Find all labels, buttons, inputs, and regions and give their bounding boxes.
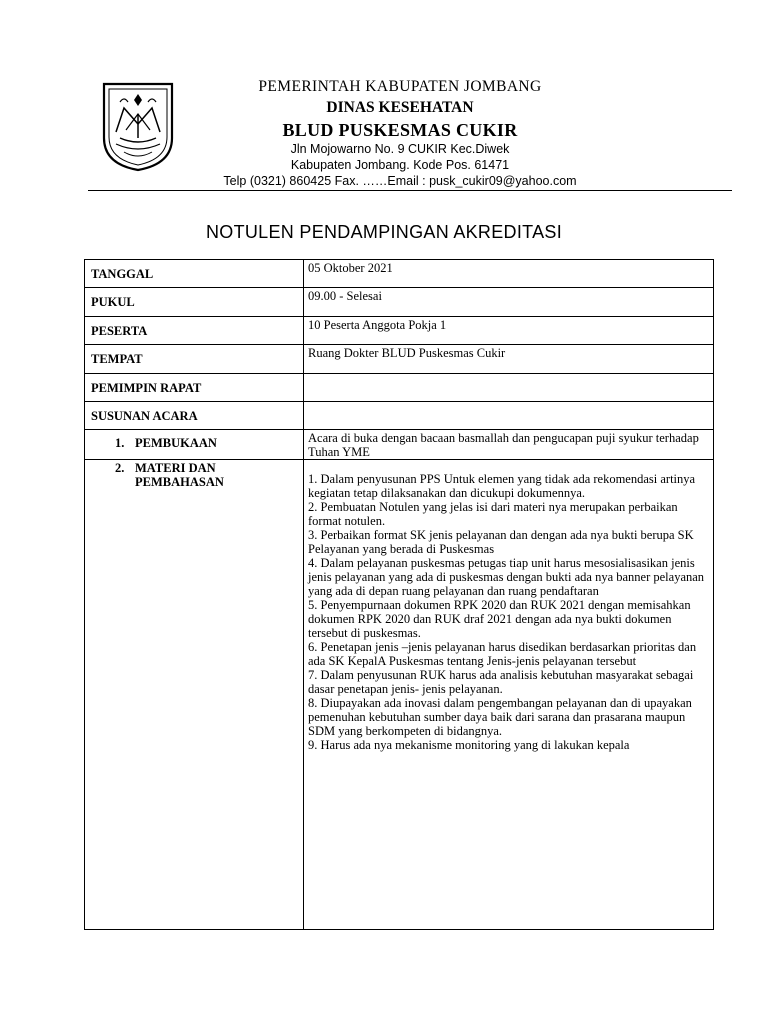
row-label: TEMPAT — [85, 345, 304, 374]
agenda-number: 2. — [115, 461, 125, 475]
agenda-value: Acara di buka dengan bacaan basmallah dan pengucapan puji syukur terhadap Tuhan YME — [304, 430, 714, 460]
table-row-tempat — [85, 345, 714, 374]
row-value: 05 Oktober 2021 — [304, 260, 714, 288]
header-divider — [88, 190, 732, 191]
discussion-point: 1. Dalam penyusunan PPS Untuk elemen yang tidak ada rekomendasi artinya kegiatan tetap dilaksanakan dan dicukupi dokumennya. — [308, 472, 696, 500]
row-value: 09.00 - Selesai — [304, 288, 714, 317]
agenda-number: 1. — [115, 436, 125, 450]
table-row-pembukaan — [85, 430, 714, 460]
discussion-point: 7. Dalam penyusunan RUK harus ada analisis kebutuhan masyarakat sebagai dasar penetapan jenis- jenis pelayanan. — [308, 668, 694, 696]
agenda-title: MATERI DAN PEMBAHASAN — [135, 461, 224, 489]
header-contact-line: Telp (0321) 860425 Fax. ……Email : pusk_cukir09@yahoo.com — [223, 174, 577, 188]
document-title: NOTULEN PENDAMPINGAN AKREDITASI — [205, 222, 563, 242]
discussion-point: 2. Pembuatan Notulen yang jelas isi dari materi nya merupakan perbaikan format notulen. — [308, 500, 678, 528]
discussion-content — [304, 460, 714, 930]
row-value: 10 Peserta Anggota Pokja 1 — [304, 317, 714, 345]
row-label: PUKUL — [85, 288, 304, 317]
row-value — [304, 374, 714, 402]
row-label: SUSUNAN ACARA — [85, 402, 304, 430]
header-institution-line: BLUD PUSKESMAS CUKIR — [282, 120, 518, 140]
table-row-pukul — [85, 288, 714, 317]
discussion-point: 3. Perbaikan format SK jenis pelayanan dan dengan ada nya bukti berupa SK Pelayanan yang berada di Puskesmas — [308, 528, 694, 556]
header-address-line-1: Jln Mojowarno No. 9 CUKIR Kec.Diwek — [290, 142, 510, 156]
header-address-line-2: Kabupaten Jombang. Kode Pos. 61471 — [290, 158, 510, 172]
table-row-susunan-acara — [85, 402, 714, 430]
discussion-point: 8. Diupayakan ada inovasi dalam pengembangan pelayanan dan di upayakan pemenuhan kebutuhan sumber daya baik dari sarana dan prasarana maupun SDM yang berkompeten di bidangnya. — [308, 696, 692, 738]
header-government-line: PEMERINTAH KABUPATEN JOMBANG — [258, 78, 542, 95]
agenda-title: PEMBUKAAN — [135, 436, 217, 450]
table-row-pemimpin-rapat — [85, 374, 714, 402]
table-row-tanggal — [85, 260, 714, 288]
row-value — [304, 402, 714, 430]
discussion-point: 4. Dalam pelayanan puskesmas petugas tiap unit harus mesosialisasikan jenis jenis pelayanan yang ada di puskesmas dengan bukti ada nya banner pelayanan yang ada di depan ruang pelayanan dan ruang pendaftaran — [308, 556, 705, 598]
agenda-label — [85, 460, 304, 930]
discussion-point: 9. Harus ada nya mekanisme monitoring yang di lakukan kepala — [308, 738, 630, 752]
row-label: TANGGAL — [85, 260, 304, 288]
row-label: PEMIMPIN RAPAT — [85, 374, 304, 402]
table-row-materi-pembahasan — [85, 460, 714, 930]
row-label: PESERTA — [85, 317, 304, 345]
header-department-line: DINAS KESEHATAN — [326, 99, 474, 116]
minutes-table — [84, 259, 714, 930]
agenda-label — [85, 430, 304, 460]
row-value: Ruang Dokter BLUD Puskesmas Cukir — [304, 345, 714, 374]
table-row-peserta — [85, 317, 714, 345]
discussion-point: 5. Penyempurnaan dokumen RPK 2020 dan RUK 2021 dengan memisahkan dokumen RPK 2020 dan RUK draf 2021 dengan ada nya bukti dokumen tersebut di puskesmas. — [308, 598, 691, 640]
discussion-point: 6. Penetapan jenis –jenis pelayanan harus disedikan berdasarkan prioritas dan ada SK KepalA Puskesmas tentang Jenis-jenis pelayanan tersebut — [308, 640, 697, 668]
